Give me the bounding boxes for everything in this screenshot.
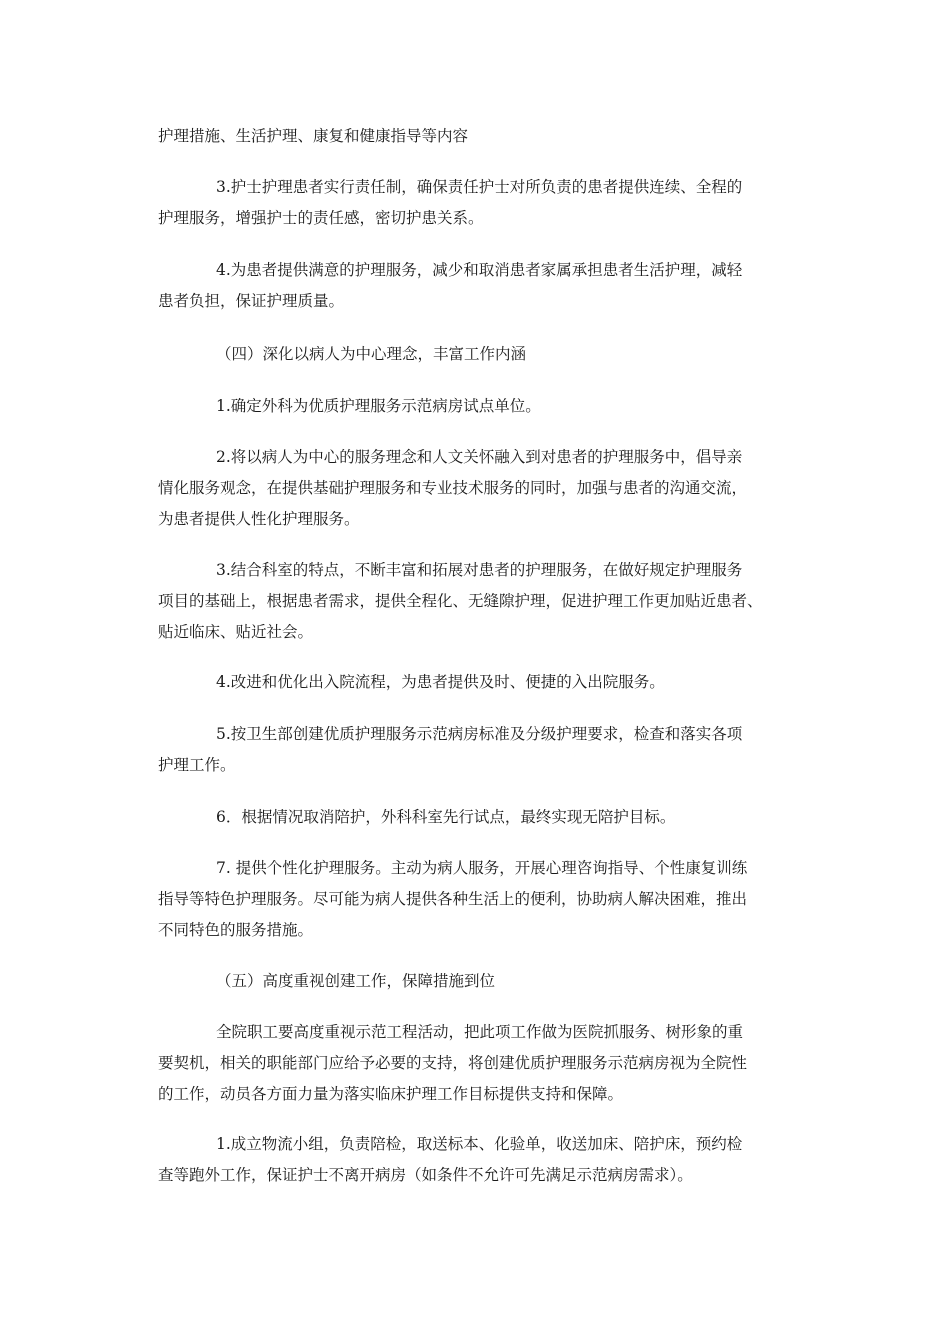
section-heading-text: （五）高度重视创建工作，保障措施到位 [216,972,496,990]
paragraph-attention [158,1017,798,1110]
text-line: 1.成立物流小组，负责陪检，取送标本、化验单，收送加床、陪护床，预约检 [216,1135,743,1153]
text-line: 7. 提供个性化护理服务。主动为病人服务，开展心理咨询指导、个性康复训练 [216,859,748,877]
text-line: 1.确定外科为优质护理服务示范病房试点单位。 [216,397,541,415]
text-line: 不同特色的服务措施。 [158,921,314,939]
paragraph-item-1-logistics [158,1129,798,1191]
text-line: 2.将以病人为中心的服务理念和人文关怀融入到对患者的护理服务中，倡导亲 [216,448,743,466]
paragraph-item-6-escort [158,802,798,833]
section-heading-5 [158,966,798,997]
text-line: 护理工作。 [158,756,236,774]
paragraph-item-5-standards [158,719,798,781]
paragraph-item-3-responsibility [158,172,798,234]
paragraph-continuation [158,121,798,152]
text-line: 指导等特色护理服务。尽可能为病人提供各种生活上的便利，协助病人解决困难，推出 [158,890,748,908]
text-line: 情化服务观念，在提供基础护理服务和专业技术服务的同时，加强与患者的沟通交流， [158,479,748,497]
text-line: 护理措施、生活护理、康复和健康指导等内容 [158,127,469,145]
paragraph-item-7-personalized [158,853,798,946]
text-line: 项目的基础上，根据患者需求，提供全程化、无缝隙护理，促进护理工作更加贴近患者、 [158,592,763,610]
text-line: 要契机，相关的职能部门应给予必要的支持，将创建优质护理服务示范病房视为全院性 [158,1054,748,1072]
text-line: 的工作，动员各方面力量为落实临床护理工作目标提供支持和保障。 [158,1085,624,1103]
text-line: 为患者提供人性化护理服务。 [158,510,360,528]
text-line: 4.为患者提供满意的护理服务，减少和取消患者家属承担患者生活护理，减轻 [216,261,743,279]
text-line: 5.按卫生部创建优质护理服务示范病房标准及分级护理要求，检查和落实各项 [216,725,743,743]
section-heading-4 [158,339,798,370]
text-line: 6．根据情况取消陪护，外科科室先行试点，最终实现无陪护目标。 [216,808,676,826]
text-line: 4.改进和优化出入院流程，为患者提供及时、便捷的入出院服务。 [216,673,665,691]
paragraph-item-1-pilot [158,391,798,422]
section-heading-text: （四）深化以病人为中心理念，丰富工作内涵 [216,345,527,363]
paragraph-item-4-admission [158,667,798,698]
text-line: 护理服务，增强护士的责任感，密切护患关系。 [158,209,484,227]
text-line: 全院职工要高度重视示范工程活动，把此项工作做为医院抓服务、树形象的重 [216,1023,744,1041]
paragraph-item-2-humanistic [158,442,798,535]
paragraph-item-4-satisfaction [158,255,798,317]
text-line: 3.护士护理患者实行责任制，确保责任护士对所负责的患者提供连续、全程的 [216,178,743,196]
text-line: 3.结合科室的特点，不断丰富和拓展对患者的护理服务，在做好规定护理服务 [216,561,743,579]
text-line: 患者负担，保证护理质量。 [158,292,345,310]
text-line: 贴近临床、贴近社会。 [158,623,314,641]
paragraph-item-3-department [158,555,798,648]
text-line: 查等跑外工作，保证护士不离开病房（如条件不允许可先满足示范病房需求）。 [158,1166,693,1184]
